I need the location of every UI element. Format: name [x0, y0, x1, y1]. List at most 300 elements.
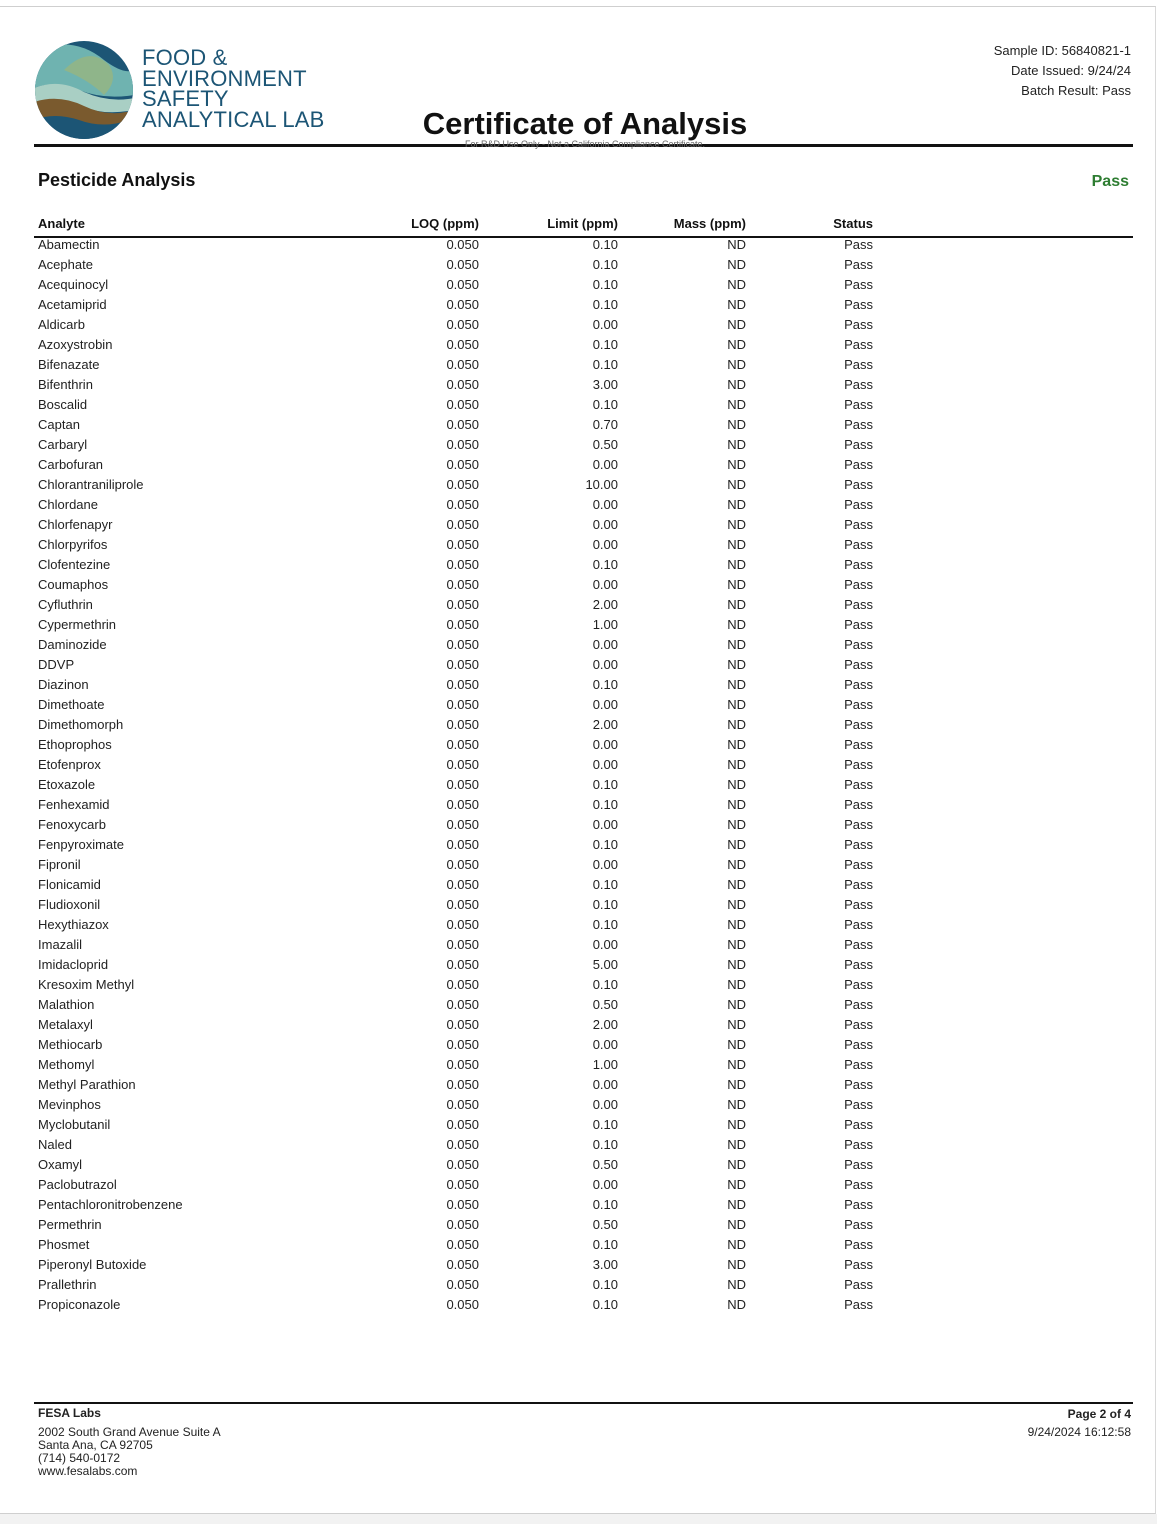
analyte-cell: Diazinon	[38, 677, 89, 692]
limit-cell: 0.10	[592, 977, 618, 992]
table-row	[0, 275, 1157, 295]
mass-cell: ND	[727, 857, 746, 872]
limit-cell: 0.00	[592, 317, 618, 332]
analyte-cell: Chlorfenapyr	[38, 517, 113, 532]
batch-result: Batch Result: Pass	[1021, 83, 1131, 98]
limit-cell: 0.00	[592, 657, 618, 672]
table-row	[0, 1035, 1157, 1055]
mass-cell: ND	[727, 757, 746, 772]
analyte-cell: Fenpyroximate	[38, 837, 124, 852]
limit-cell: 0.10	[592, 797, 618, 812]
status-cell: Pass	[844, 917, 873, 932]
footer-lab-name: FESA Labs	[38, 1406, 101, 1420]
analyte-cell: Permethrin	[38, 1217, 102, 1232]
status-cell: Pass	[844, 1057, 873, 1072]
loq-cell: 0.050	[446, 1177, 479, 1192]
analyte-cell: Captan	[38, 417, 80, 432]
analyte-cell: Abamectin	[38, 237, 100, 252]
table-row	[0, 1235, 1157, 1255]
status-cell: Pass	[844, 637, 873, 652]
mass-cell: ND	[727, 417, 746, 432]
limit-cell: 0.00	[592, 1077, 618, 1092]
status-cell: Pass	[844, 897, 873, 912]
limit-cell: 0.10	[592, 277, 618, 292]
footer-address	[38, 1407, 221, 1478]
analyte-cell: Coumaphos	[38, 577, 109, 592]
analyte-cell: Acephate	[38, 257, 93, 272]
table-row	[0, 375, 1157, 395]
page-separator	[0, 1514, 1157, 1524]
mass-cell: ND	[727, 397, 746, 412]
table-row	[0, 895, 1157, 915]
limit-cell: 0.10	[592, 837, 618, 852]
status-cell: Pass	[844, 277, 873, 292]
loq-cell: 0.050	[446, 237, 479, 252]
table-row	[0, 1215, 1157, 1235]
table-row	[0, 455, 1157, 475]
analyte-cell: Carbofuran	[38, 457, 104, 472]
table-row	[0, 1275, 1157, 1295]
loq-cell: 0.050	[446, 437, 479, 452]
loq-cell: 0.050	[446, 897, 479, 912]
limit-cell: 0.10	[592, 917, 618, 932]
table-row	[0, 995, 1157, 1015]
loq-cell: 0.050	[446, 1017, 479, 1032]
analyte-cell: Methiocarb	[38, 1037, 103, 1052]
table-row	[0, 535, 1157, 555]
footer-address-line-1: 2002 South Grand Avenue Suite A	[38, 1425, 221, 1439]
table-row	[0, 395, 1157, 415]
limit-cell: 0.00	[592, 737, 618, 752]
status-cell: Pass	[844, 437, 873, 452]
status-cell: Pass	[844, 617, 873, 632]
analyte-cell: Chlorantraniliprole	[38, 477, 144, 492]
status-cell: Pass	[844, 517, 873, 532]
status-cell: Pass	[844, 1297, 873, 1312]
loq-cell: 0.050	[446, 257, 479, 272]
mass-cell: ND	[727, 1237, 746, 1252]
table-row	[0, 855, 1157, 875]
status-cell: Pass	[844, 597, 873, 612]
status-cell: Pass	[844, 477, 873, 492]
mass-cell: ND	[727, 697, 746, 712]
loq-cell: 0.050	[446, 657, 479, 672]
status-cell: Pass	[844, 457, 873, 472]
limit-cell: 0.10	[592, 897, 618, 912]
loq-cell: 0.050	[446, 497, 479, 512]
loq-cell: 0.050	[446, 1117, 479, 1132]
limit-cell: 0.10	[592, 397, 618, 412]
sample-id: Sample ID: 56840821-1	[993, 43, 1131, 58]
analyte-cell: Phosmet	[38, 1237, 90, 1252]
limit-cell: 0.10	[592, 1297, 618, 1312]
limit-cell: 0.00	[592, 637, 618, 652]
loq-cell: 0.050	[446, 1257, 479, 1272]
limit-cell: 0.10	[592, 297, 618, 312]
table-row	[0, 1175, 1157, 1195]
table-row	[0, 715, 1157, 735]
loq-cell: 0.050	[446, 377, 479, 392]
table-row	[0, 935, 1157, 955]
table-row	[0, 875, 1157, 895]
limit-cell: 0.10	[592, 677, 618, 692]
table-row	[0, 1055, 1157, 1075]
table-row	[0, 435, 1157, 455]
loq-cell: 0.050	[446, 617, 479, 632]
mass-cell: ND	[727, 677, 746, 692]
table-row	[0, 915, 1157, 935]
status-cell: Pass	[844, 877, 873, 892]
mass-cell: ND	[727, 1197, 746, 1212]
mass-cell: ND	[727, 1117, 746, 1132]
limit-cell: 0.50	[592, 437, 618, 452]
loq-cell: 0.050	[446, 697, 479, 712]
mass-cell: ND	[727, 657, 746, 672]
table-row	[0, 735, 1157, 755]
footer-divider	[34, 1402, 1133, 1404]
loq-cell: 0.050	[446, 957, 479, 972]
analyte-cell: Acetamiprid	[38, 297, 107, 312]
column-header-mass: Mass (ppm)	[673, 216, 746, 231]
status-cell: Pass	[844, 1237, 873, 1252]
loq-cell: 0.050	[446, 477, 479, 492]
analyte-cell: Chlordane	[38, 497, 98, 512]
loq-cell: 0.050	[446, 797, 479, 812]
mass-cell: ND	[727, 597, 746, 612]
analyte-cell: Fludioxonil	[38, 897, 101, 912]
limit-cell: 0.10	[592, 1237, 618, 1252]
table-row	[0, 1015, 1157, 1035]
status-cell: Pass	[844, 1197, 873, 1212]
table-row	[0, 355, 1157, 375]
limit-cell: 0.00	[592, 697, 618, 712]
mass-cell: ND	[727, 357, 746, 372]
mass-cell: ND	[727, 337, 746, 352]
analyte-cell: Propiconazole	[38, 1297, 121, 1312]
loq-cell: 0.050	[446, 1097, 479, 1112]
limit-cell: 0.50	[592, 1157, 618, 1172]
table-row	[0, 1075, 1157, 1095]
limit-cell: 0.10	[592, 1117, 618, 1132]
analyte-cell: Prallethrin	[38, 1277, 97, 1292]
loq-cell: 0.050	[446, 537, 479, 552]
mass-cell: ND	[727, 737, 746, 752]
table-row	[0, 955, 1157, 975]
table-row	[0, 755, 1157, 775]
loq-cell: 0.050	[446, 1077, 479, 1092]
limit-cell: 5.00	[592, 957, 618, 972]
limit-cell: 0.00	[592, 1177, 618, 1192]
analyte-cell: Naled	[38, 1137, 72, 1152]
footer-address-line-2: Santa Ana, CA 92705	[38, 1438, 153, 1452]
loq-cell: 0.050	[446, 1297, 479, 1312]
status-cell: Pass	[844, 797, 873, 812]
limit-cell: 0.00	[592, 517, 618, 532]
loq-cell: 0.050	[446, 1057, 479, 1072]
loq-cell: 0.050	[446, 777, 479, 792]
loq-cell: 0.050	[446, 877, 479, 892]
limit-cell: 0.00	[592, 577, 618, 592]
analyte-cell: Clofentezine	[38, 557, 111, 572]
analyte-cell: Paclobutrazol	[38, 1177, 117, 1192]
mass-cell: ND	[727, 497, 746, 512]
status-cell: Pass	[844, 357, 873, 372]
mass-cell: ND	[727, 797, 746, 812]
loq-cell: 0.050	[446, 1277, 479, 1292]
analyte-cell: Oxamyl	[38, 1157, 83, 1172]
analyte-cell: Imazalil	[38, 937, 83, 952]
table-row	[0, 1195, 1157, 1215]
table-row	[0, 1095, 1157, 1115]
mass-cell: ND	[727, 1217, 746, 1232]
loq-cell: 0.050	[446, 1157, 479, 1172]
loq-cell: 0.050	[446, 1137, 479, 1152]
loq-cell: 0.050	[446, 577, 479, 592]
status-cell: Pass	[844, 577, 873, 592]
table-row	[0, 575, 1157, 595]
mass-cell: ND	[727, 977, 746, 992]
status-cell: Pass	[844, 1217, 873, 1232]
loq-cell: 0.050	[446, 457, 479, 472]
table-row	[0, 495, 1157, 515]
mass-cell: ND	[727, 1257, 746, 1272]
status-cell: Pass	[844, 1017, 873, 1032]
status-cell: Pass	[844, 717, 873, 732]
status-cell: Pass	[844, 937, 873, 952]
analyte-cell: Methyl Parathion	[38, 1077, 136, 1092]
table-row	[0, 1255, 1157, 1275]
status-cell: Pass	[844, 757, 873, 772]
table-row	[0, 295, 1157, 315]
loq-cell: 0.050	[446, 977, 479, 992]
status-cell: Pass	[844, 817, 873, 832]
table-row	[0, 795, 1157, 815]
mass-cell: ND	[727, 1157, 746, 1172]
loq-cell: 0.050	[446, 837, 479, 852]
mass-cell: ND	[727, 917, 746, 932]
table-row	[0, 675, 1157, 695]
page-number: Page 2 of 4	[1067, 1407, 1131, 1421]
limit-cell: 0.10	[592, 1137, 618, 1152]
mass-cell: ND	[727, 1037, 746, 1052]
analyte-cell: Flonicamid	[38, 877, 101, 892]
loq-cell: 0.050	[446, 677, 479, 692]
analyte-cell: Azoxystrobin	[38, 337, 113, 352]
analyte-cell: Ethoprophos	[38, 737, 112, 752]
mass-cell: ND	[727, 1277, 746, 1292]
mass-cell: ND	[727, 1177, 746, 1192]
mass-cell: ND	[727, 317, 746, 332]
limit-cell: 3.00	[592, 1257, 618, 1272]
mass-cell: ND	[727, 557, 746, 572]
footer-website[interactable]: www.fesalabs.com	[38, 1464, 138, 1478]
logo-line-2: ENVIRONMENT	[142, 65, 307, 91]
analyte-cell: Myclobutanil	[38, 1117, 111, 1132]
limit-cell: 0.00	[592, 757, 618, 772]
mass-cell: ND	[727, 277, 746, 292]
mass-cell: ND	[727, 1097, 746, 1112]
analyte-cell: Imidacloprid	[38, 957, 109, 972]
status-cell: Pass	[844, 537, 873, 552]
status-cell: Pass	[844, 957, 873, 972]
loq-cell: 0.050	[446, 1217, 479, 1232]
mass-cell: ND	[727, 1137, 746, 1152]
limit-cell: 10.00	[585, 477, 618, 492]
table-row	[0, 1295, 1157, 1315]
mass-cell: ND	[727, 377, 746, 392]
table-row	[0, 335, 1157, 355]
column-header-limit: Limit (ppm)	[547, 216, 618, 231]
analyte-cell: Methomyl	[38, 1057, 95, 1072]
mass-cell: ND	[727, 817, 746, 832]
status-cell: Pass	[844, 1177, 873, 1192]
logo-line-4: ANALYTICAL LAB	[142, 106, 325, 132]
limit-cell: 0.10	[592, 557, 618, 572]
status-cell: Pass	[844, 997, 873, 1012]
analyte-cell: Aldicarb	[38, 317, 85, 332]
loq-cell: 0.050	[446, 417, 479, 432]
status-cell: Pass	[844, 417, 873, 432]
limit-cell: 0.00	[592, 497, 618, 512]
limit-cell: 0.10	[592, 357, 618, 372]
mass-cell: ND	[727, 457, 746, 472]
limit-cell: 0.00	[592, 1037, 618, 1052]
limit-cell: 0.10	[592, 337, 618, 352]
status-cell: Pass	[844, 397, 873, 412]
loq-cell: 0.050	[446, 737, 479, 752]
mass-cell: ND	[727, 637, 746, 652]
section-result-badge: Pass	[1091, 173, 1129, 190]
date-issued: Date Issued: 9/24/24	[1011, 63, 1131, 78]
limit-cell: 0.00	[592, 1097, 618, 1112]
mass-cell: ND	[727, 837, 746, 852]
logo-line-1: FOOD &	[142, 45, 228, 70]
status-cell: Pass	[844, 1117, 873, 1132]
limit-cell: 0.10	[592, 1197, 618, 1212]
loq-cell: 0.050	[446, 857, 479, 872]
analyte-cell: Metalaxyl	[38, 1017, 93, 1032]
page-subtitle: For R&D Use Only - Not a California Compliance Certificate.	[464, 139, 706, 149]
limit-cell: 1.00	[592, 1057, 618, 1072]
analyte-cell: Mevinphos	[38, 1097, 101, 1112]
status-cell: Pass	[844, 237, 873, 252]
limit-cell: 0.00	[592, 937, 618, 952]
analyte-cell: Piperonyl Butoxide	[38, 1257, 147, 1272]
mass-cell: ND	[727, 257, 746, 272]
analyte-cell: Fenoxycarb	[38, 817, 106, 832]
status-cell: Pass	[844, 1077, 873, 1092]
status-cell: Pass	[844, 697, 873, 712]
table-row	[0, 1155, 1157, 1175]
loq-cell: 0.050	[446, 717, 479, 732]
mass-cell: ND	[727, 877, 746, 892]
table-row	[0, 695, 1157, 715]
mass-cell: ND	[727, 537, 746, 552]
table-row	[0, 515, 1157, 535]
limit-cell: 0.50	[592, 1217, 618, 1232]
limit-cell: 0.00	[592, 857, 618, 872]
limit-cell: 0.50	[592, 997, 618, 1012]
section-title: Pesticide Analysis	[38, 170, 196, 190]
mass-cell: ND	[727, 957, 746, 972]
table-row	[0, 415, 1157, 435]
loq-cell: 0.050	[446, 1197, 479, 1212]
analyte-cell: Fipronil	[38, 857, 81, 872]
print-timestamp: 9/24/2024 16:12:58	[1027, 1425, 1131, 1439]
limit-cell: 0.10	[592, 777, 618, 792]
column-header-analyte: Analyte	[38, 216, 85, 231]
limit-cell: 0.00	[592, 817, 618, 832]
mass-cell: ND	[727, 717, 746, 732]
mass-cell: ND	[727, 897, 746, 912]
table-row	[0, 555, 1157, 575]
table-row	[0, 1115, 1157, 1135]
table-row	[0, 1135, 1157, 1155]
mass-cell: ND	[727, 1077, 746, 1092]
table-row	[0, 975, 1157, 995]
status-cell: Pass	[844, 297, 873, 312]
analyte-cell: Malathion	[38, 997, 95, 1012]
mass-cell: ND	[727, 517, 746, 532]
loq-cell: 0.050	[446, 517, 479, 532]
analyte-cell: Boscalid	[38, 397, 88, 412]
page-title: Certificate of Analysis	[422, 106, 748, 141]
limit-cell: 3.00	[592, 377, 618, 392]
limit-cell: 0.10	[592, 257, 618, 272]
table-row	[0, 615, 1157, 635]
loq-cell: 0.050	[446, 917, 479, 932]
status-cell: Pass	[844, 677, 873, 692]
table-row	[0, 255, 1157, 275]
table-row	[0, 315, 1157, 335]
analyte-cell: Chlorpyrifos	[38, 537, 108, 552]
status-cell: Pass	[844, 837, 873, 852]
status-cell: Pass	[844, 1277, 873, 1292]
loq-cell: 0.050	[446, 397, 479, 412]
analyte-cell: Carbaryl	[38, 437, 88, 452]
status-cell: Pass	[844, 317, 873, 332]
mass-cell: ND	[727, 997, 746, 1012]
analyte-cell: Cyfluthrin	[38, 597, 93, 612]
loq-cell: 0.050	[446, 637, 479, 652]
status-cell: Pass	[844, 497, 873, 512]
table-row	[0, 815, 1157, 835]
mass-cell: ND	[727, 1017, 746, 1032]
loq-cell: 0.050	[446, 597, 479, 612]
analyte-cell: Cypermethrin	[38, 617, 117, 632]
limit-cell: 2.00	[592, 1017, 618, 1032]
limit-cell: 0.10	[592, 877, 618, 892]
loq-cell: 0.050	[446, 357, 479, 372]
table-row	[0, 635, 1157, 655]
status-cell: Pass	[844, 1097, 873, 1112]
loq-cell: 0.050	[446, 557, 479, 572]
status-cell: Pass	[844, 1157, 873, 1172]
table-row	[0, 235, 1157, 255]
logo-line-3: SAFETY	[142, 86, 229, 111]
limit-cell: 2.00	[592, 717, 618, 732]
table-row	[0, 595, 1157, 615]
analyte-cell: Kresoxim Methyl	[38, 977, 135, 992]
loq-cell: 0.050	[446, 317, 479, 332]
limit-cell: 0.10	[592, 1277, 618, 1292]
limit-cell: 1.00	[592, 617, 618, 632]
status-cell: Pass	[844, 377, 873, 392]
mass-cell: ND	[727, 937, 746, 952]
analyte-cell: Fenhexamid	[38, 797, 110, 812]
status-cell: Pass	[844, 1037, 873, 1052]
mass-cell: ND	[727, 577, 746, 592]
